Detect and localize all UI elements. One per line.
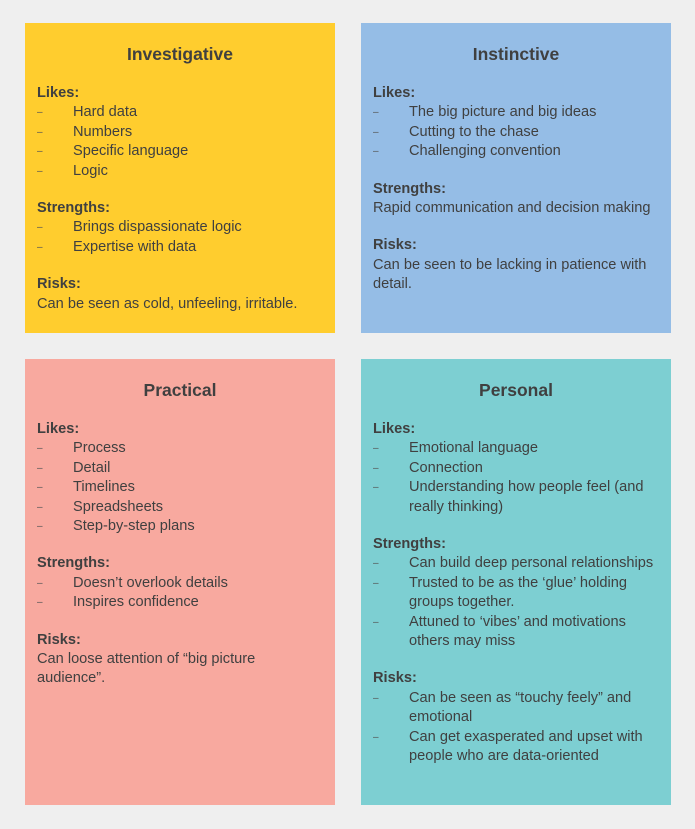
likes-label: Likes: xyxy=(373,85,416,101)
strengths-label: Strengths: xyxy=(37,200,110,217)
list-item: – Expertise with data xyxy=(37,238,323,257)
dash-bullet: – xyxy=(373,558,379,570)
strengths-label: Strengths: xyxy=(373,180,446,197)
investigative-card xyxy=(25,23,335,333)
strengths-section xyxy=(373,535,659,651)
likes-label: Likes: xyxy=(37,421,80,437)
list-item: – Specific language xyxy=(37,142,323,161)
list-item: – Process xyxy=(37,439,323,458)
instinctive-card xyxy=(361,23,671,333)
strengths-label: Strengths: xyxy=(373,536,446,553)
dash-bullet: – xyxy=(373,577,379,589)
dash-bullet: – xyxy=(37,521,43,533)
dash-bullet: – xyxy=(37,107,43,119)
dash-bullet: – xyxy=(373,126,379,138)
dash-bullet: – xyxy=(37,146,43,158)
risks-text: Can be seen to be lacking in patience with detail. xyxy=(373,256,647,293)
dash-bullet: – xyxy=(37,241,43,253)
likes-section xyxy=(37,420,323,536)
dash-bullet: – xyxy=(37,577,43,589)
dash-bullet: – xyxy=(373,462,379,474)
likes-label: Likes: xyxy=(37,85,80,101)
dash-bullet: – xyxy=(373,107,379,119)
dash-bullet: – xyxy=(373,146,379,158)
card-title: Instinctive xyxy=(472,44,560,64)
list-item: – Brings dispassionate logic xyxy=(37,218,323,237)
dash-bullet: – xyxy=(373,443,379,455)
risks-text: Can loose attention of “big picture audience”. xyxy=(37,651,256,687)
likes-section xyxy=(373,84,659,162)
list-item: – Emotional language xyxy=(373,439,659,458)
dash-bullet: – xyxy=(37,501,43,513)
dash-bullet: – xyxy=(37,482,43,494)
likes-label: Likes: xyxy=(373,421,416,437)
list-item: – Step-by-step plans xyxy=(37,517,323,536)
dash-bullet: – xyxy=(37,443,43,455)
risks-label: Risks: xyxy=(373,670,417,687)
strengths-section xyxy=(37,199,323,257)
card-title: Personal xyxy=(479,380,553,400)
list-item: – Connection xyxy=(373,459,659,478)
risks-section xyxy=(373,236,659,294)
dash-bullet: – xyxy=(37,597,43,609)
list-item: – Numbers xyxy=(37,123,323,142)
list-item: – Can build deep personal relationships xyxy=(373,554,659,573)
risks-label: Risks: xyxy=(37,276,81,293)
likes-section xyxy=(37,84,323,181)
risks-section xyxy=(373,669,659,766)
list-item: – Can be seen as “touchy feely” and emotional xyxy=(373,689,632,726)
strengths-text: Rapid communication and decision making xyxy=(373,200,651,217)
list-item: – Hard data xyxy=(37,103,323,122)
dash-bullet: – xyxy=(37,462,43,474)
risks-section xyxy=(37,631,323,689)
card-title: Practical xyxy=(143,380,217,400)
card-title: Investigative xyxy=(126,44,234,64)
list-item: – Timelines xyxy=(37,478,323,497)
strengths-section xyxy=(373,180,659,219)
list-item: – Detail xyxy=(37,459,323,478)
risks-section xyxy=(37,275,323,314)
risks-text: Can be seen as cold, unfeeling, irritable. xyxy=(37,295,298,312)
list-item: – Doesn’t overlook details xyxy=(37,574,323,593)
list-item: – Cutting to the chase xyxy=(373,123,659,142)
list-item: – Inspires confidence xyxy=(37,593,323,612)
list-item: – The big picture and big ideas xyxy=(373,103,659,122)
dash-bullet: – xyxy=(373,731,379,743)
risks-label: Risks: xyxy=(373,237,417,254)
dash-bullet: – xyxy=(37,165,43,177)
list-item: – Spreadsheets xyxy=(37,498,323,517)
list-item: – Understanding how people feel (and really thinking) xyxy=(373,479,644,515)
dash-bullet: – xyxy=(37,222,43,234)
dash-bullet: – xyxy=(37,126,43,138)
risks-label: Risks: xyxy=(37,631,81,648)
likes-section xyxy=(373,420,659,517)
list-item: – Can get exasperated and upset with people who are data-oriented xyxy=(373,728,643,765)
dash-bullet: – xyxy=(373,616,379,628)
list-item: – Challenging convention xyxy=(373,142,659,161)
list-item: – Logic xyxy=(37,162,323,181)
strengths-label: Strengths: xyxy=(37,555,110,572)
strengths-section xyxy=(37,554,323,612)
list-item: – Attuned to ‘vibes’ and motivations others may miss xyxy=(373,613,626,650)
personal-card xyxy=(361,359,671,805)
practical-card xyxy=(25,359,335,805)
list-item: – Trusted to be as the ‘glue’ holding groups together. xyxy=(373,574,627,611)
dash-bullet: – xyxy=(373,692,379,704)
dash-bullet: – xyxy=(373,482,379,494)
